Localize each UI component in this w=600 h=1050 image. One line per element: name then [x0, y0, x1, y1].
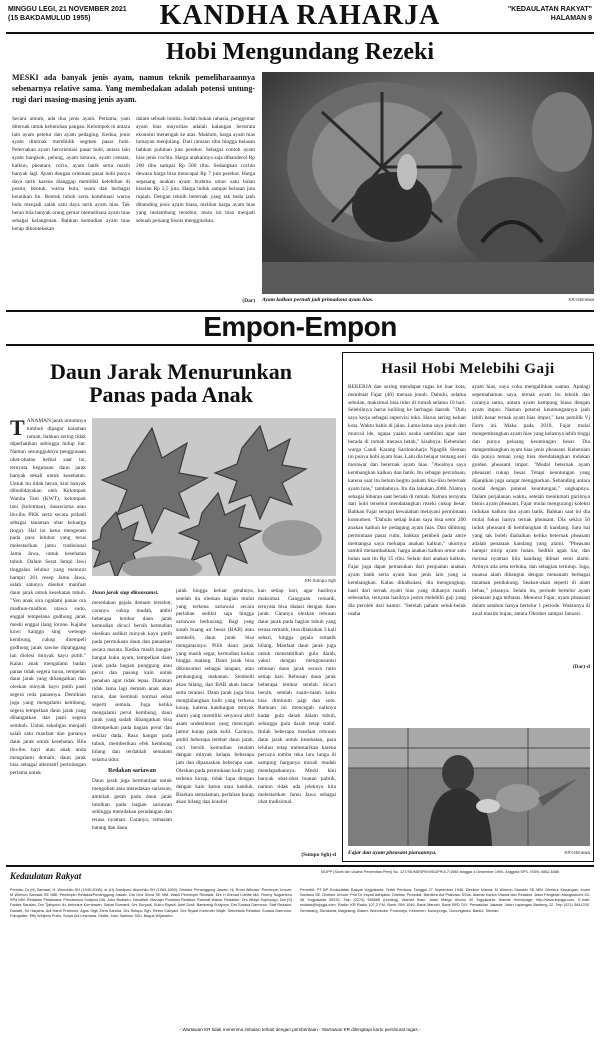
- article2-dropcap: T: [10, 418, 25, 440]
- turkey-photo-illustration: [262, 72, 594, 294]
- rubric-title: Empon-Empon: [203, 311, 397, 342]
- article2-subhead: Redakan sariawan: [108, 768, 156, 775]
- article2-column-2-text: meredakan gejala demam tersebut, caranya cukup mudah, ambil beberapa lembar daun jarak kemudian dicuci bersih kemudian olesikan sedikit minyak kayu putih pada permukaan daun dan panaskan secara merata. Ketika masih hangat-hangat kuku ayam, tempelkan daun jarak pada bagian punggung atau perut dan pasang kain untuk penahan agar tidak lepas. Diamkan tidak lama lagi demam anak akan turun, dan kembali normal sehat seperti semula. Juga ketika mengalami perut kembung, daun jarak yang sudah dihangatkan bisa ditempelkan pada bagian perut dan sekitar dada. Rasa hangat pada tubuh, memberikan efek kembung hilang dan terdahlah semalam selama tidur.: [92, 600, 172, 763]
- turkey-photo: [262, 72, 594, 294]
- footer-column-right: Penerbit: PT BP Kedaulatan Rakyat Yogyakarta. Terbit Perdana: Tanggal 27 September 1945. Direktur Utama: M Wirmon Samawi SE MBI. Direktur Keuangan: Imam Santoso SE. Direktur Umum: Prof Dr Irsyad Adhijaksi. Direktur Produksi: Bardiora Adi Prabowo SSos. Alamat Kantor Utama dan Redaksi: Jalan Pangeran Mangkubumi 40-46 Yogyakarta 55232, Telp (0274) 565685 (hunting). Alamat Iklan: Jalan Margo Utomo 40 Yogyakarta. Alamat Homepage: http://www.krjogja.com. E-mail: redaksi@krjogja.com. Radio: KR Radio 107,2 FM. Bank: BNI 1946, Bank Mandiri, Bank BPD DIY. Perwakilan Jakarta: Jalan Lapangan Banteng 22, Telp (021) 3841200. Semarang, Surakarta, Magelang, Klaten, Wonosobo, Purworejo, Kebumen, Kulonprogo, Gunungkidul, Bantul, Sleman.: [300, 888, 590, 913]
- article2-caption: Daun jarak siap dikonsumsi.: [92, 590, 159, 596]
- article2-column-4: kan setiap hari, agar hasilnya maksimal. Gangguan rematik, ternyata bisa diatasi dengan daun jarak. Caranya oleskan rebusan daun jarak pada bagian tubuh yang terasa rematik, bisa dilakukan 3 kali sehari, hingga gejala rematik hilang. Manfaat daun jarak juga untuk menstabilkan gula darah, yakni dengan mengonsumsi rebusan daun jarak secara rutin setiap hari. Rebusan daun jarak beberapa lembar setelah dicuci bersih, setelah suam-suam kuku bisa diminum pagi dan sore. Ramuan ini mencegah naiknya kadar gula darah dalam tubuh, sehingga gula darah tetap stabil. Itulah beberapa manfaat rebusan daun jarak untuk kesehatan, para leluhur tetap melestarikan karena percaya tombo teka lara lunga di samping harganya murah mudah mendapatkannya. Meski kini banyak obat-obat buatan pabrik, namun tidak ada jeleknya kita melestarikan Jamu Jawa sebagai obat tradisional.: [258, 588, 336, 806]
- page-info-block: [508, 6, 592, 24]
- pheasant-photo-illustration: [348, 728, 590, 846]
- article3-column-1: BEKERJA dan sering mendapat tugas ke luar kota, membuat Fajar (40) merasa jenuh. Dahulu, selama sebulan, maksimal bisa tidur di rumah selama 10 hari. Selebihnya harus keliling ke berbagai daerah. "Dulu saya kerja sebagai supervisi toko. Harus sering keluar kota. Waktu habis di jalan. Lama-lama saya jenuh dan muncul ide, ngapa yaaku usaha sambilan agar saat berada di rumah merasa betah," kisahnya. Kebetulan warga Candi Karang Sardonoharjo Ngaglik Sleman ini punya hobi ayam hias. Lalu dia belajar tentang seni merawat dan beternak ayam hias. "Awalnya saya kembangkan kalkun dan batik. Itu sebagai percobaan, karena saat itu belum begitu paham lika-liku beternak ayam hias," tambahnya. Itu dia lakukan 2008. Niatnya sebagai hiburan saat berada di rumah. Namun ternyata dari hobi tersebut mendatangkan rezeki cukup besar. Bahkan Fajar sempat kewalahan melayani permintaan konsumen. "Dahulu setiap bulan saya bisa setor 200 anakan kalkun ke pedagang ayam hias. Dan dihitung permintaan pasar rutin, bahkan pembeli pada antre memangsa saya meluapa anakan kalkun," ukurnya sambil menambahkan, harga anakan kalkun umur satu bulan saat itu Rp 35 ribu. Selain dari anakan kalkun, Fajar juga dapat pemasukan dari penjualan anakan ayam batik serta ayam hias jenis lain yang ia kembangkan. Kalau dikalkulasi, dia mengungkap, hasil dari ternak ayam hias yang duhanya masih sebesarha, ternyata hasilnya justru melebihi gaji yang dia peroleh dari kantor. "Setelah paham seluk-beluk usaha: [348, 384, 466, 618]
- article1-signature: (Dar): [242, 298, 255, 304]
- castor-leaf-illustration: [92, 418, 336, 576]
- article2-headline: [10, 360, 332, 406]
- article1-photo-credit: KR-Istimewa: [568, 297, 594, 302]
- article2-column-1-text: ANAMAN jarak umumnya tumbuh dipagar halaman rumah, bahkan sering tidak diperhatikan sebingga hidup liar. Namun sesungguhnya penggunaan obat-obatan herbal saat ini, ternyata kegunaan daun jarak banyak sekali untuk kesehatan. Untuk itu tidak heran, kini banyak dibudidayakan oleh Kelompok Wanita Tani (KWT), kelompok tani (kelomtan), dasawisma atau ibu-ibu PKK serta secara pribadi sebagai tanaman obat keluarga (toga). Hal ini kena mengenen pada para leluhur yang terus melestarikan jamu tradisional Jamu Jawa, untuk kesehatan tubuh. Dalam Serat Jampi Jawi tinggalan leluhur yang menurut hampir 261 resep Jamu Jawa, salah satunya disebut manfaat daun jarak untuk kesehatan tubuh. "Yen anak sira ngalami panas ora madhun-madhun utawa sudo, enggal tempelana godhong jarak meshi enggal ilang lorone. Kajaba kuwi kanggo sing wetenge kembung, cukup ditempeli godhong jarak sawise dipanggang lan diolesi minyak kayu putih." Kalau anak mengalami badan panas tidak segera turun, tempelah daun jarak yang dihangatkan dan oleskan minyak kayu putih pasti segera reda panasnya. Demikian juga yang mengalami kembung, segera tempelkan daun jarak yang dihangatkan dan pasti segera sembuh. Untuk sekaligus menjadi salah satu manfaat dan gunanya daun jarak untuk kesehatan. Bila ibu-ibu bayi atau anak anda mengalami demam, daun jarak bisa sebagai alternatif pertolongan pertama untuk: [10, 418, 86, 777]
- article3-column-2: ayam hias, saya coba mengalihkan saaran. Apalagi sepemahaman saya, ternak ayam itu teknik dan caranya sama, antara ayam kampung biasa dengan ayam impor. Namun potensi keuntungannya jauh lebih besar ternak ayam hias impor," kata pemilik Vj Farm ini. Maka pada 2010, Fajar mulai mengembangkan ayam hias yang kelasnya lebih tinggi dan punya peluang keuntungan besar. Dia mengembangkan ayam hias jenis pheasant. Kebetulan dia punya teman yang bisa mendatangkan indukan golden pheasant impor. "Modal beternak ayam pheasant cukup besar. Tetapi keuntungan yang dijanjikan juga sangat menggiurkan. Sebanding antara modal dengan potensi keuntungan," ungkapnya. Dalam perjalanan waktu, setelah menikmati gurihnya bisnis ayam pheasant, Fajar mulai mengurangi koleksi indukan kalkun dan ayam batik. Bahkan saat ini dia mulai fokus hanya ternak pheasant. Dia sekira 50 induk pheasant di kembangkan di kandang. Satu hal yang tak boleh diabaikan ketika beternak pheasant adalah penataan kandang yang alami. "Pheasant hampir mirip ayam hutan. Sedikit agak liar, dan merasa nyaman bila kandang dibuat semi alami. Artinya ada area terbuka, dan sebagian tertutup. Juga, nuansa alam dibangun dengan menanam berbagai tanaman pendukung. Seakan-akan seperti di alam bebas," jelasnya. Selain itu, periode bertelur ayam pheasant juga terbatas. Menurut Fajar, ayam pheasant dalam setahun hanya bertelur 1 periode. Waktunya di awal musim hujan, antara Oktober sampai Januari.: [472, 384, 590, 618]
- pheasant-photo: [348, 728, 590, 846]
- article2-headline-line2: Panas pada Anak: [89, 382, 253, 408]
- article1-column-1: Secara umum, ada dua jenis ayam. Pertama, yam diternak untuk kebutuhan pangan. Kelompok ni antara lain ayam petelur dan ayam pedaging. Kedua, jenis ayam diternak membidik segmen pasar hobi. Peternakan ayam berorientasi pasar hobi, antara lain ayam bangkok, pelung, ayam ketawa, ayam cemani, kalkun, pheatant, cocin, ayam batik serta masih banyak lagi. Ayam dengan orientasi pasar hobi punya daya tarik karena dianggap memiliki kelebihan di postur, bentuk, warna bulu, suara dan berbagai keunikan lin. Bentuk tubuh serta kombinasi warna bulu menjadi salah satu daya tarik ayam hias. Tak heran bila banyak orang gemar memelihara ayam hias sebagai kelangenan. Bahkan kemudian ayam hias kerap dikontekskan: [12, 116, 130, 232]
- article2-headline-line1: Daun Jarak Menurunkan: [49, 359, 293, 384]
- header-rule: [6, 32, 594, 34]
- footer-disclaimer: - Wartawan KR tidak menerima imbalan terkait dengan pemberitaan - Wartawan KR dilengkapi kartu pers/surat tugas -: [179, 1027, 421, 1032]
- footer-siup: SIUPP (Surat Izin Usaha Penerbitan Pers) No. 127/SK/MENPEN/SIUPP/A.7/1986 tanggal 4 Desember 1990. Anggota SPS. ISSN: 0852-6486: [320, 870, 560, 874]
- article2-photo-credit: KR-Sutopo Sgh: [304, 578, 336, 583]
- article1-lead: MESKI ada banyak jenis ayam, namun teknik pemeliharaannya sebenarnya relative sama. Yang membedakan adalah potensi untung-rugi dari masing-masing jenis ayam.: [12, 73, 255, 104]
- footer-column-left: Perintis: Dr (H) Samawi, H. Wonohito SH (1945-2008), dr (H) Soedjono Wonohito SH (1969-1999). Direktur Penanggung Jawab: Hj. Romi Wibowo. Pemimpin Umum: M Wirmon Samawi SE MBI. Pemimpin Redaksi/Penanggung Jawab: Drs Ons Sirosi SE MM. Wakil Pemimpin Redaksi: Drs H Ahmad Luthfie MA, Ronny Sugiantoro SPd MM. Redaktur Pelaksana: Primaswolo Sudjono MA, Joko Budiarto, Hanafiah. Manajer Produksi Redaksi: Rahmat Wasid. Redaktur: Drs Widyo Supriyogo, Drs (S) Fadies Saralan, Drs Tjahyono Iki, Antonius Kurniawan, Sabar Sumardi, Drs Suryadi, Sukro Riyadi, Arief Dodi, Bambang Sutiyono, Drs Surasa Darmono. Staf Redaksi: Danarti, Sri Harjana, Adi Hardi Pramono, Agus Sigit, Dina Sandra, Drs Sutopo Sgh, Retno Cahyani, Drs Riyadi Kontroler Wajib. Sekretaris Redaksi: Surasa Darmono. Fotografer: Effy Widjono Putro, Surya Adi Lesmana. Grafis: Joko Santoso SSn, Bagus Wijanarko.: [10, 888, 292, 918]
- source-name: "KEDAULATAN RAKYAT": [507, 6, 592, 13]
- issue-hijri-date: (15 BAKDAMULUD 1955): [8, 14, 91, 22]
- issue-date: MINGGU LEGI, 21 NOVEMBER 2021: [8, 6, 127, 13]
- castor-leaf-photo: [92, 418, 336, 576]
- article1-column-2: dalam sebuah lomba. Sudah bukan rahasia, penggemar ayam hias mayoritas adalah kalangan berstrata ekonomi menengah ke atas. Maklum, harga ayam hias lumayan menjulang. Dari ratusan ribu hingga belasan bahkan puluhan juta perekor. Sebagai contoh ayam hias jenis cochin. Harga anakannya saja dibanderol Rp 200 ribu sampai Rp 500 ribu. Sedangkan cochin dewasa harga bisa mencapai Rp 7 juta perekor. Harga sepasang anakan ayam brahma umur satu bulan kisaran Rp 2,5 juta. Harga induk sampai belasan juta rupiah. Dengan teknik beternak yang tak beda jauh dibanding jenis ayam biasa, melihat harga ayam hias yang melambung tersebut, tentu ini bisa menjadi sebuah peluang bisnis menggiurkan.: [136, 116, 255, 224]
- article3-caption: Fajar dan ayam pheasant piaraannya.: [348, 850, 437, 856]
- article2-column-1: [10, 418, 86, 862]
- article2-column-2b-text: Daun jarak juga bermanfaat untuk mengobati atau meredakan sariawan, ambilah getah pada daun jarak tutulkan pada bagian sariawan sehingga meredakan peradangan dan terasa nyaman. Caranya, remaslah batang dan daun: [92, 778, 172, 832]
- article2-signature: (Sutopo Sgh)-d: [301, 852, 336, 858]
- article2-column-2: [92, 600, 172, 862]
- article1-headline: Hobi Mengundang Rezeki: [165, 39, 435, 65]
- article1-caption: Ayam kalkun pernah jadi primadona ayam hias.: [262, 297, 374, 303]
- article3-photo-credit: KR-Istimewa: [564, 850, 590, 855]
- article3-headline: Hasil Hobi Melebihi Gaji: [381, 361, 555, 377]
- article2-column-3: jarak hingga keluar getahnya, setelah itu oleskan bagian mulut yang terkena sariawan secara perlahan sedikit saja hingga sariawan berkurang. Bagi yang susah buang air besar (BAB) atau sembelit, daun jarak bisa mengatasinya. Pilih daun jarak yang masih segar, kemudian kukus hingga matang. Daun jarak bisa dikonsumsi sebagai lalapan, atau penbangung makanan. Sembelit akan hilang, dan BAB akan lancar serta teratasi. Daun jarak juga bisa menghilangkan kulit yang terkena kurap, karena kandungan minyak alami yang memiliki senyawa aktif asam undesilenat yang mencegah jamur kurap pada kulit. Caranya, ambil beberapa lembar daun jarak, cuci bersih kemudian rendam dengan minyak kelapa beberapa jam dan dipanaskan beberapa saat. Oleskan pada permukaan kulit yang terkena kurap, tidak lupa dengan dengan kain katun atau handuk. Biarkan semalaman, perlahan kurap akan hilang dan kondisi: [176, 588, 254, 806]
- article3-signature: (Dar)-d: [572, 664, 590, 670]
- page-number: HALAMAN 9: [550, 14, 592, 22]
- footer-logo: Kedaulatan Rakyat: [10, 871, 82, 881]
- masthead-title: KANDHA RAHARJA: [159, 0, 441, 31]
